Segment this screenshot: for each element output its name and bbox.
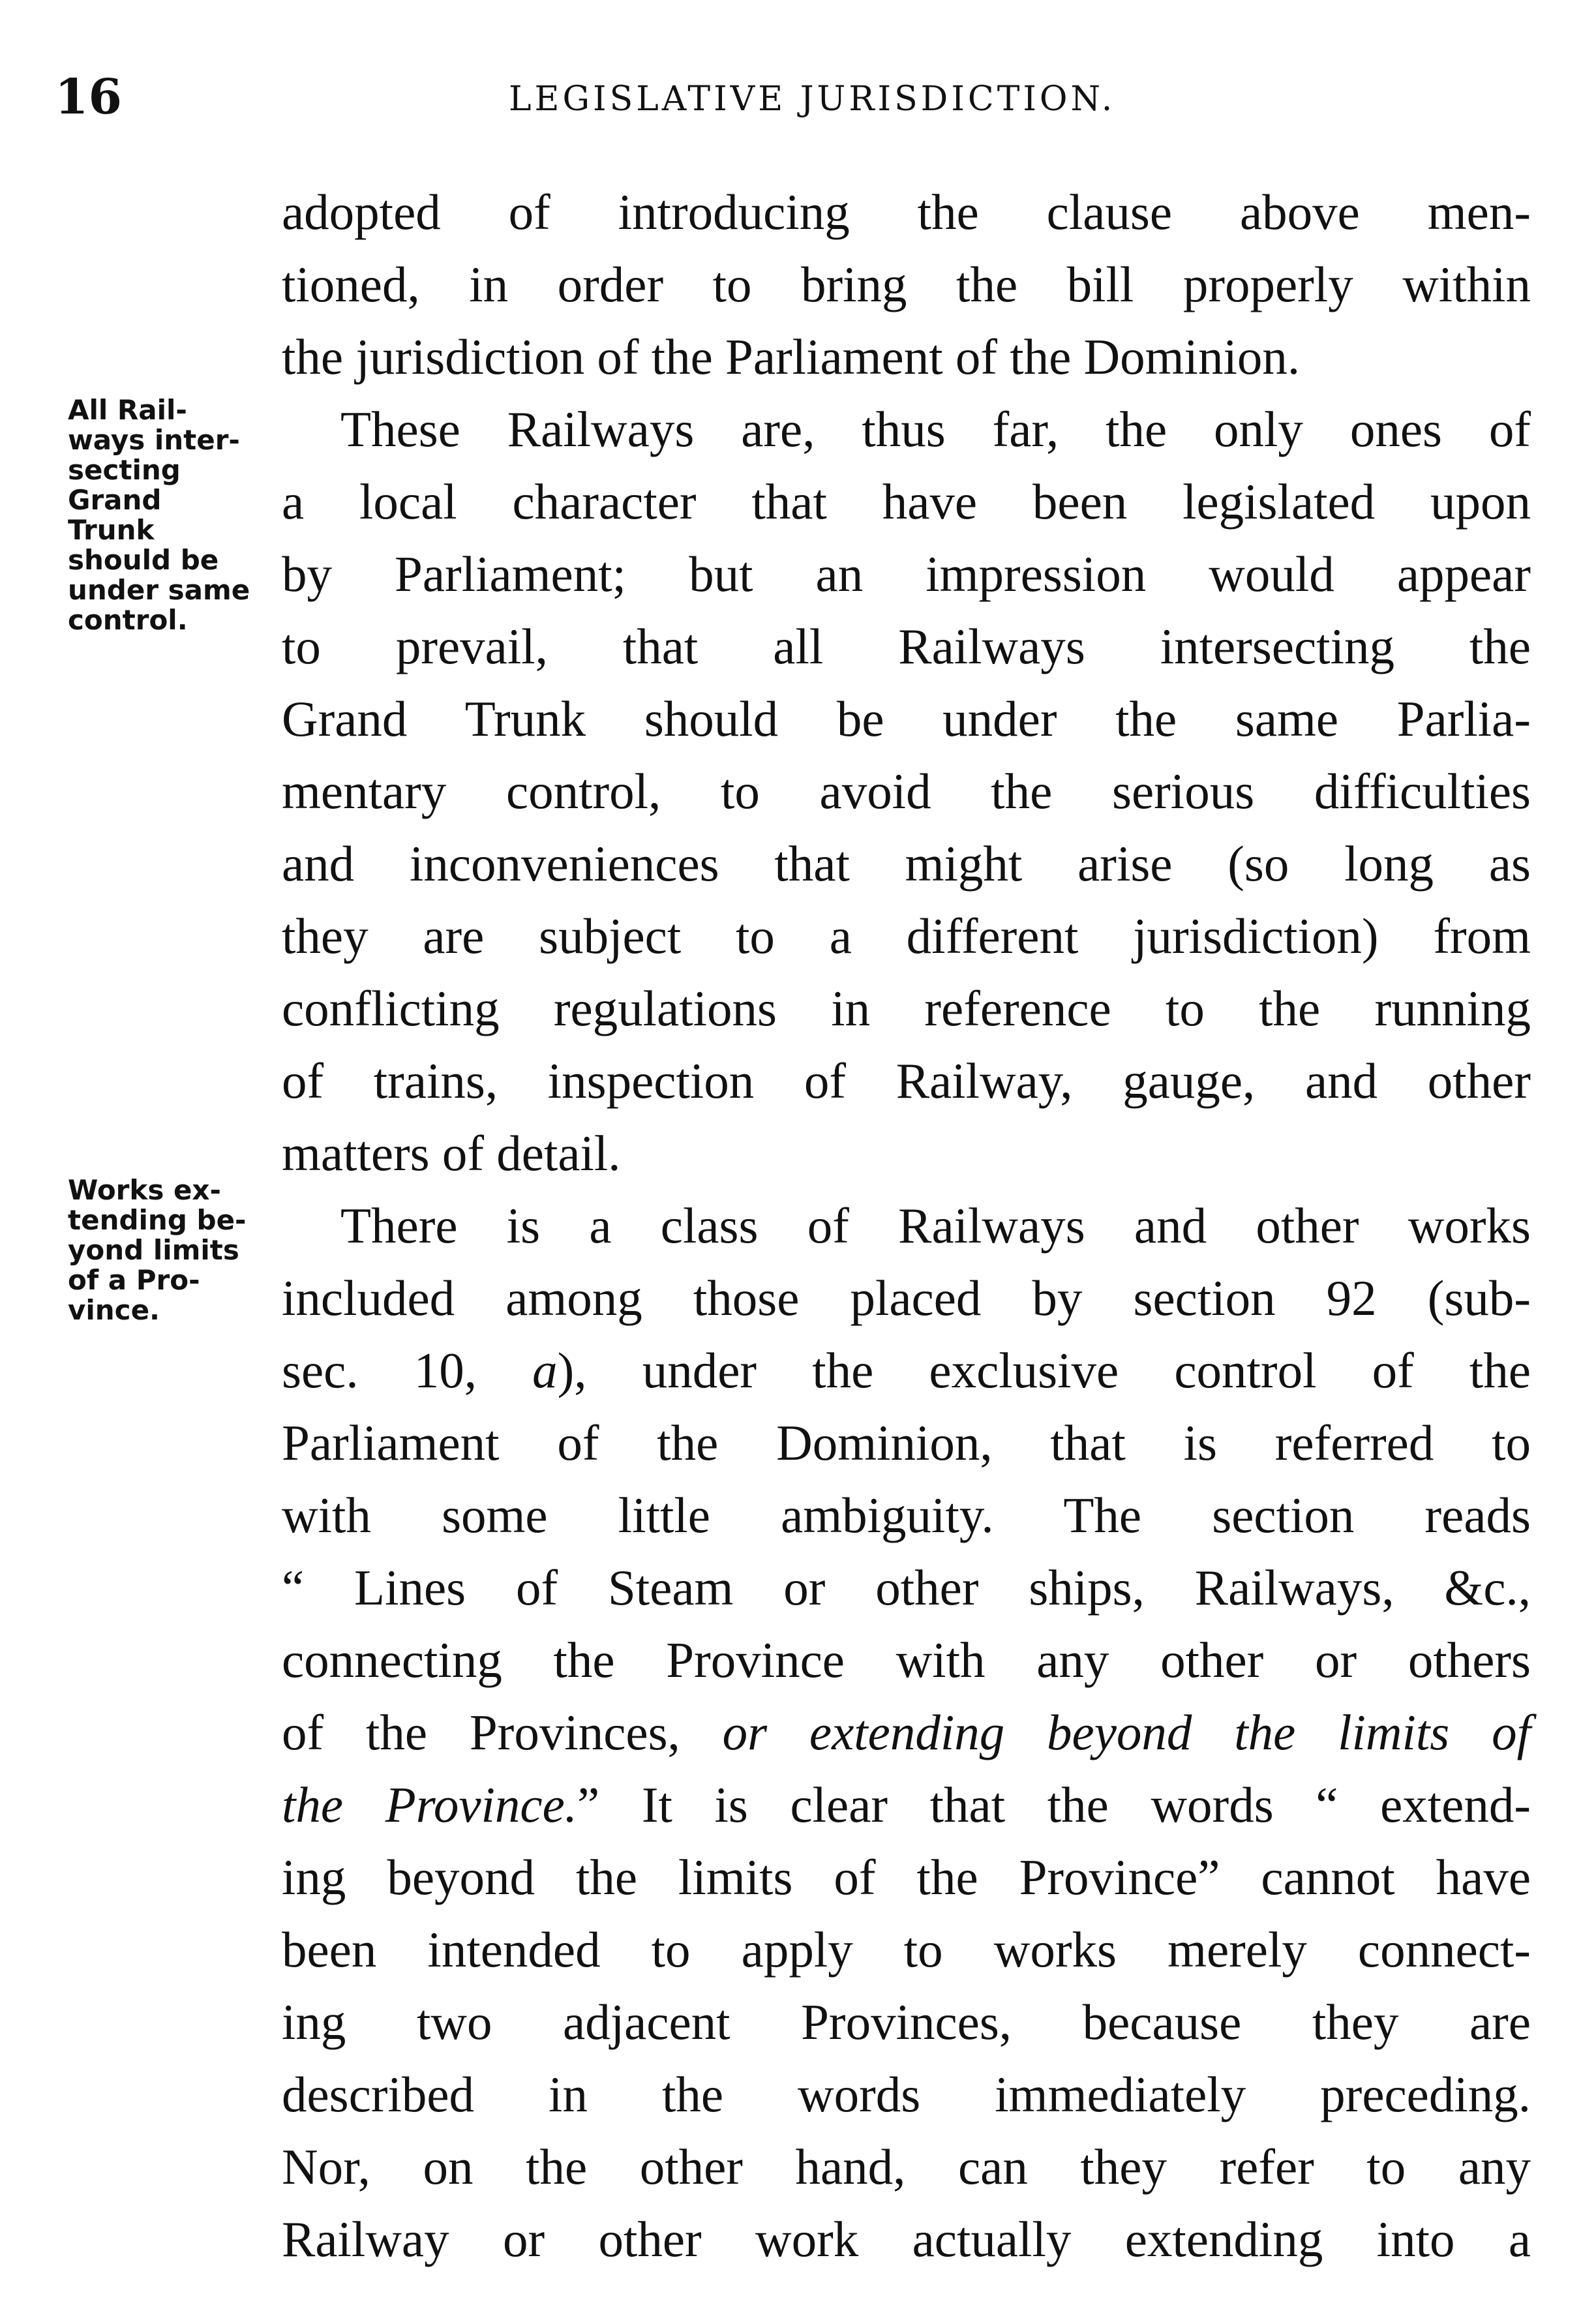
text-segment: Parliament of the Dominion, that is referred to	[282, 1415, 1531, 1471]
margin-note-line: ways inter-	[68, 424, 240, 456]
italic-text: a	[532, 1342, 558, 1398]
text-segment: connecting the Province with any other or others	[282, 1632, 1531, 1688]
text-segment: included among those placed by section 92 (sub-	[282, 1270, 1531, 1326]
body-line	[282, 1334, 1531, 1407]
text-segment: and inconveniences that might arise (so long as	[282, 836, 1531, 892]
margin-note-line: vince.	[68, 1294, 160, 1326]
body-line	[282, 683, 1531, 755]
text-segment: the jurisdiction of the Parliament of the Dominion.	[282, 329, 1301, 385]
margin-note-line: Trunk	[68, 514, 155, 546]
body-line	[282, 1117, 1531, 1190]
italic-text: the Province.	[282, 1777, 578, 1833]
text-segment: Grand Trunk should be under the same Parlia-	[282, 691, 1531, 747]
body-line	[282, 1552, 1531, 1624]
body-line	[282, 755, 1531, 828]
body-text	[282, 176, 1531, 2276]
body-line	[282, 176, 1531, 249]
body-line	[282, 1696, 1531, 1769]
page-number: 16	[55, 69, 122, 125]
margin-note-line: should be	[68, 544, 219, 576]
body-line	[282, 1045, 1531, 1117]
margin-note-railways-intersecting	[68, 395, 250, 635]
body-line	[282, 828, 1531, 900]
body-line	[282, 249, 1531, 321]
text-segment: with some little ambiguity. The section reads	[282, 1487, 1531, 1543]
margin-note-line: tending be-	[68, 1204, 247, 1236]
text-segment: Railway or other work actually extending into a	[282, 2211, 1531, 2267]
body-line	[282, 1407, 1531, 1479]
italic-text: or extending beyond the limits of	[722, 1704, 1531, 1760]
body-line	[282, 321, 1531, 393]
text-segment: of trains, inspection of Railway, gauge, and other	[282, 1053, 1531, 1109]
body-line	[282, 973, 1531, 1045]
text-segment: sec. 10,	[282, 1342, 533, 1398]
text-segment: been intended to apply to works merely connect-	[282, 1922, 1531, 1978]
body-line	[282, 466, 1531, 538]
text-segment: by Parliament; but an impression would appear	[282, 546, 1531, 602]
text-segment: ), under the exclusive control of the	[557, 1342, 1531, 1398]
body-line	[282, 1769, 1531, 1841]
body-line	[282, 611, 1531, 683]
body-line	[282, 1841, 1531, 1914]
text-segment: they are subject to a different jurisdiction) from	[282, 908, 1531, 964]
text-segment: described in the words immediately preceding.	[282, 2066, 1531, 2122]
body-line	[282, 1986, 1531, 2058]
text-segment: “ Lines of Steam or other ships, Railways, &c.,	[282, 1560, 1531, 1616]
body-line	[282, 1262, 1531, 1334]
body-line	[282, 2203, 1531, 2276]
text-segment: ing beyond the limits of the Province” cannot have	[282, 1849, 1531, 1905]
margin-note-works-extending	[68, 1175, 247, 1325]
body-line	[282, 900, 1531, 973]
text-segment: of the Provinces,	[282, 1704, 723, 1760]
margin-note-line: Grand	[68, 484, 162, 516]
body-line	[282, 2058, 1531, 2131]
margin-note-line: control.	[68, 604, 188, 636]
body-line	[282, 2131, 1531, 2203]
body-line	[282, 393, 1531, 466]
body-line	[282, 1479, 1531, 1552]
text-segment: a local character that have been legislated upon	[282, 474, 1531, 530]
margin-note-line: of a Pro-	[68, 1264, 200, 1296]
text-segment: adopted of introducing the clause above men-	[282, 184, 1531, 240]
margin-note-line: secting	[68, 454, 181, 486]
body-line	[282, 538, 1531, 611]
margin-note-line: All Rail-	[68, 394, 187, 426]
margin-note-line: yond limits	[68, 1234, 239, 1266]
text-segment: to prevail, that all Railways intersecting the	[282, 618, 1531, 674]
text-segment: conflicting regulations in reference to the running	[282, 980, 1531, 1036]
body-line	[282, 1624, 1531, 1696]
text-segment: mentary control, to avoid the serious difficulties	[282, 763, 1531, 819]
text-segment: There is a class of Railways and other works	[340, 1198, 1531, 1254]
running-head: LEGISLATIVE JURISDICTION.	[509, 80, 1116, 119]
text-segment: tioned, in order to bring the bill properly within	[282, 256, 1531, 312]
body-line	[282, 1914, 1531, 1986]
margin-note-line: under same	[68, 574, 250, 606]
text-segment: These Railways are, thus far, the only ones of	[340, 401, 1531, 457]
text-segment: ” It is clear that the words “ extend-	[577, 1777, 1531, 1833]
text-segment: ing two adjacent Provinces, because they are	[282, 1994, 1531, 2050]
body-line	[282, 1190, 1531, 1262]
margin-note-line: Works ex-	[68, 1174, 221, 1206]
text-segment: Nor, on the other hand, can they refer to any	[282, 2139, 1531, 2195]
text-segment: matters of detail.	[282, 1125, 621, 1181]
